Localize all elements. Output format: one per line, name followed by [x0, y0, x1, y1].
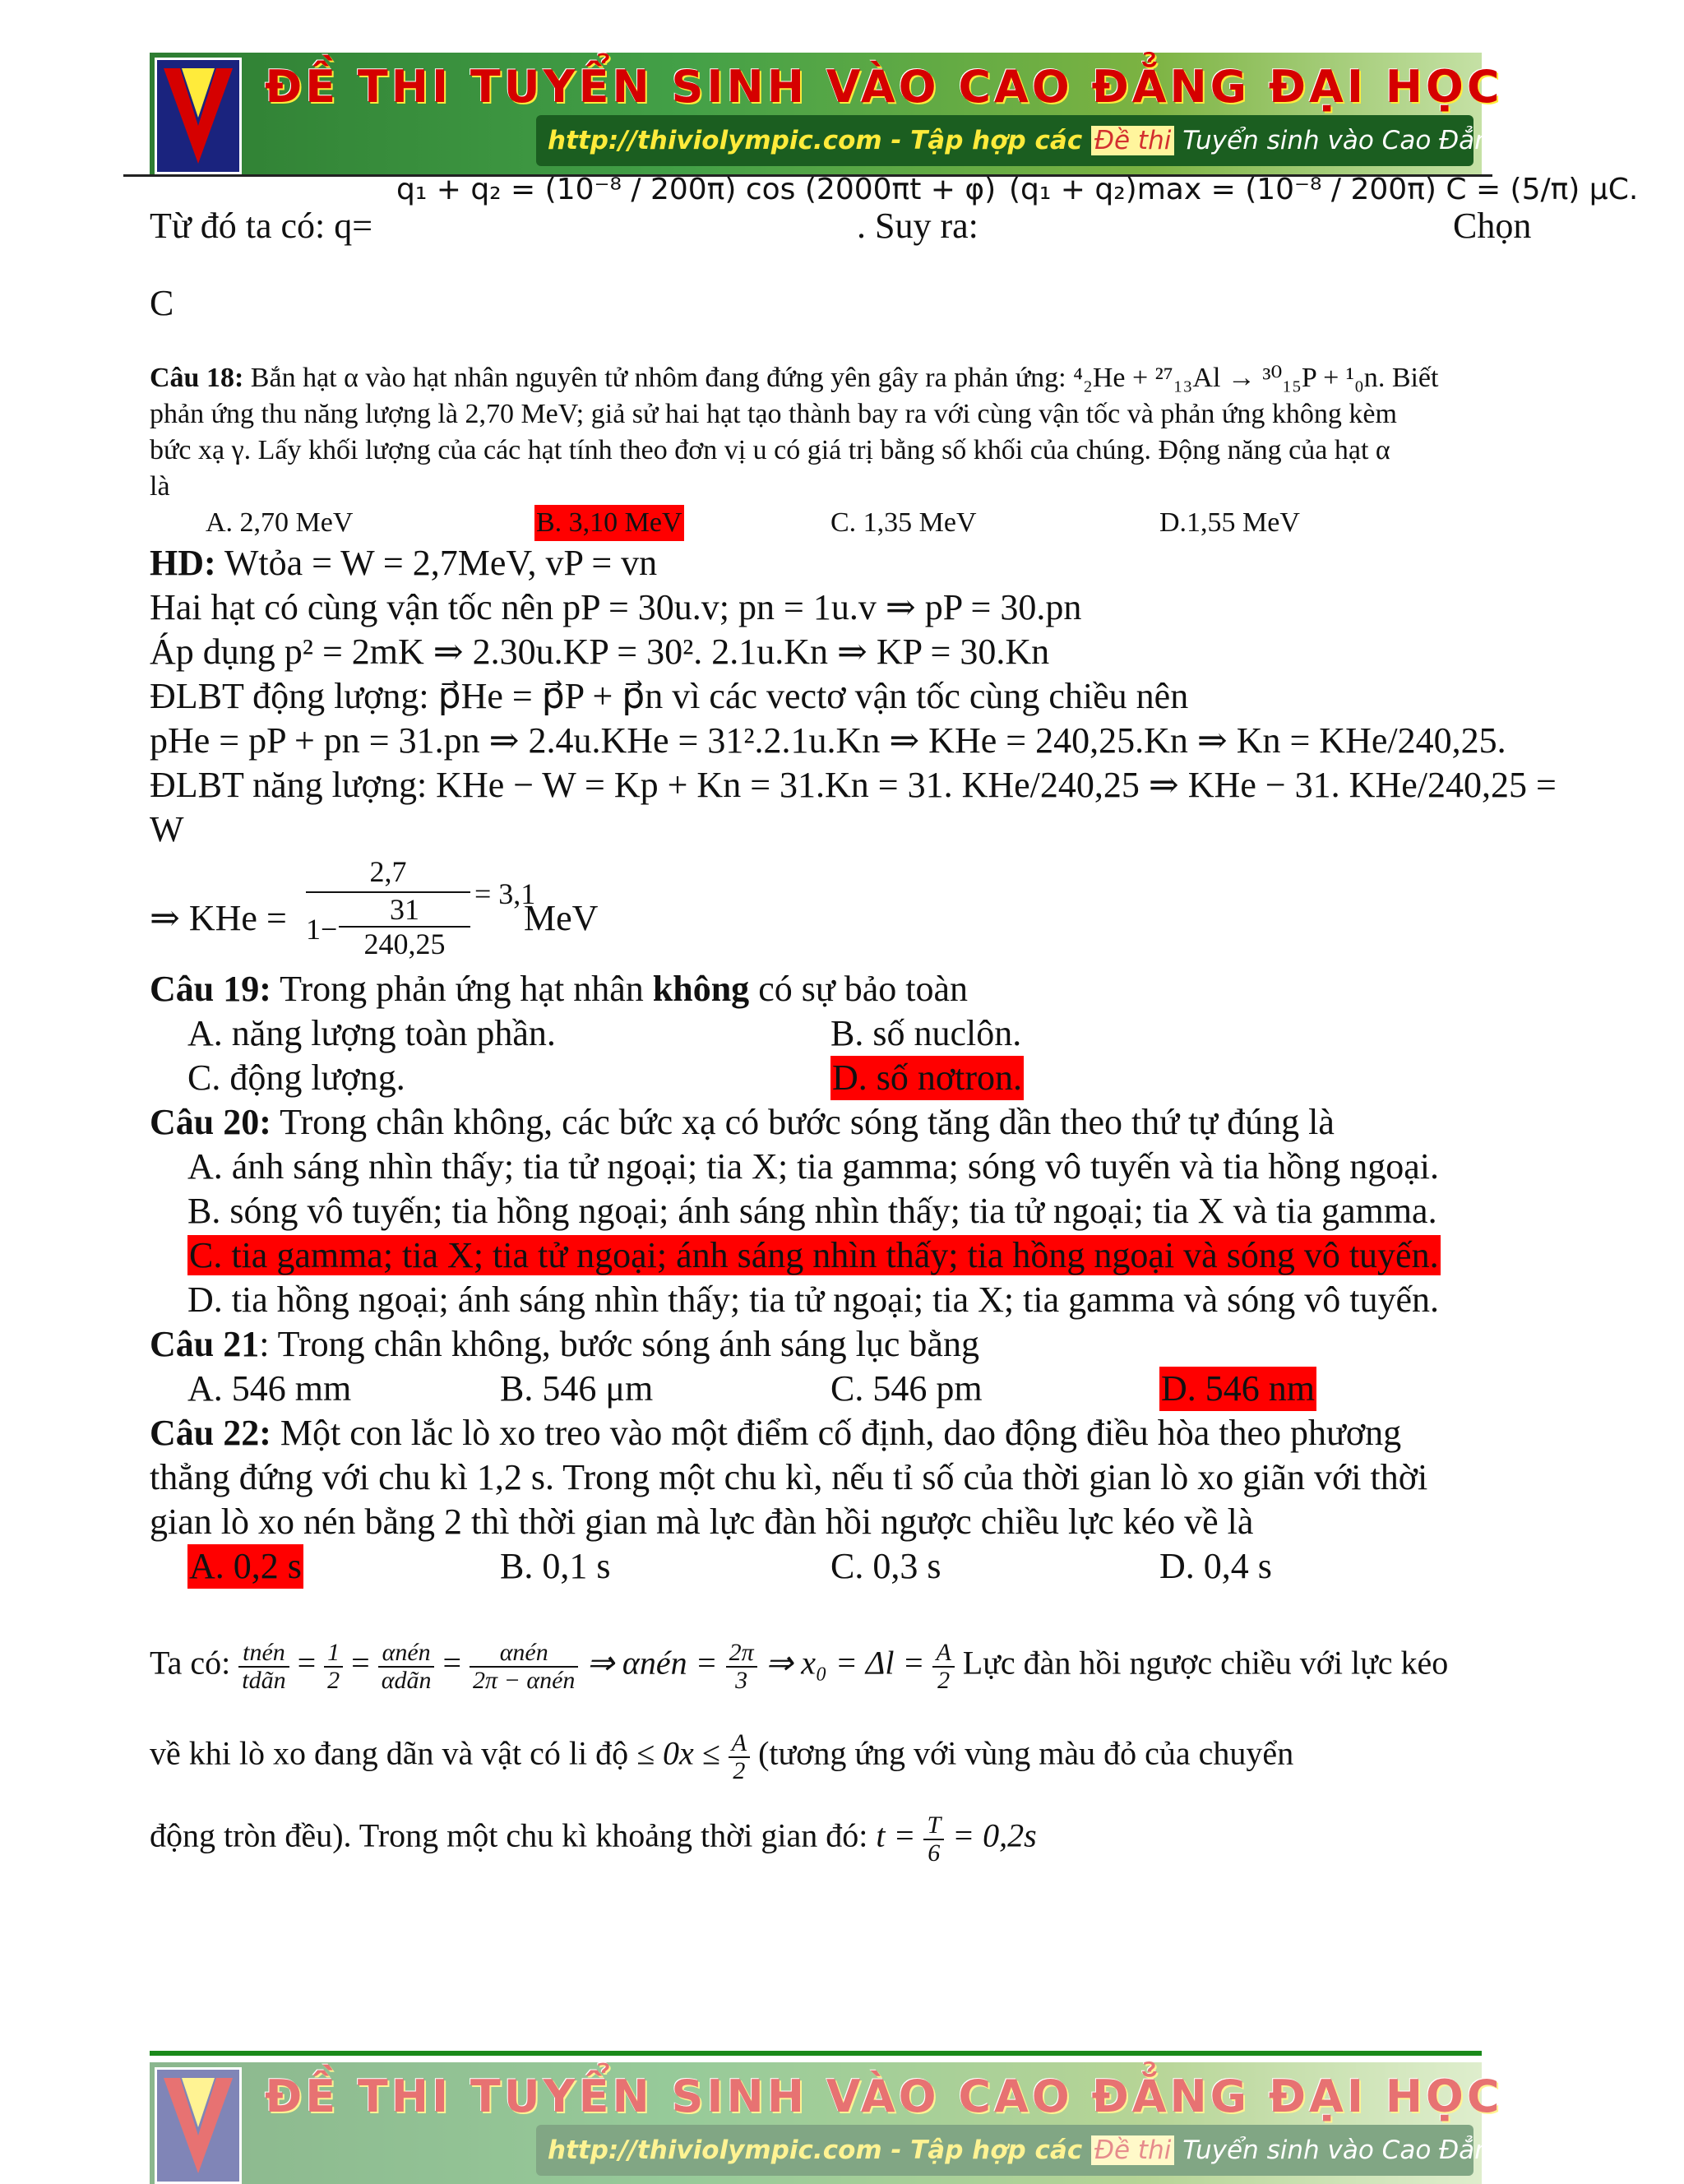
q19-option-a[interactable]: A. năng lượng toàn phần. [187, 1013, 556, 1053]
header-title: ĐỀ THI TUYỂN SINH VÀO CAO ĐẲNG ĐẠI HỌC [265, 61, 1503, 113]
q20-option-a[interactable]: A. ánh sáng nhìn thấy; tia tử ngoại; tia X; tia gamma; sóng vô tuyến và tia hồng ngoại. [187, 1146, 1440, 1187]
footer-logo-icon [155, 2067, 242, 2184]
q21-option-c[interactable]: C. 546 pm [830, 1368, 983, 1409]
footer-banner [150, 2062, 1629, 2184]
q22-option-a[interactable]: A. 0,2 s [187, 1544, 303, 1589]
q22-option-c[interactable]: C. 0,3 s [830, 1546, 941, 1586]
hd-result: ⇒ KHe = 2,7 1− 31 240,25 = 3,1 MeV [150, 852, 1539, 967]
q18-option-c[interactable]: C. 1,35 MeV [830, 507, 977, 538]
q17-conclusion: Từ đó ta có: q= q₁ + q₂ = (10⁻⁸ / 200π) cos (2000πt + φ) . Suy ra: (q₁ + q₂)max = (10⁻⁸ / 200π) C = (5/π) μC. Chọn [150, 156, 1539, 255]
q19-option-d[interactable]: D. số nơtron. [830, 1056, 1024, 1100]
q19-option-c[interactable]: C. động lượng. [187, 1057, 405, 1098]
hd-line-7: W [150, 809, 184, 849]
q17-formula-2: (q₁ + q₂)max = (10⁻⁸ / 200π) C = (5/π) μC. [1009, 173, 1639, 206]
q18-line-4: là [150, 471, 170, 502]
hd-line-6: ĐLBT năng lượng: KHe − W = Kp + Kn = 31.Kn = 31. KHe/240,25 ⇒ KHe − 31. KHe/240,25 = [150, 765, 1557, 805]
sol22-line-3: động tròn đều). Trong một chu kì khoảng thời gian đó: t = $\frac{T}{6}$ = 0,2s [150, 1812, 1037, 1867]
footer-subtitle: http://thiviolympic.com - Tập hợp các Đề thi Tuyển sinh vào Cao Đẳng Đại học - [536, 2125, 1474, 2176]
q19-stem: Câu 19: Trong phản ứng hạt nhân không có sự bảo toàn [150, 969, 968, 1009]
footer-rule [150, 2051, 1482, 2056]
q18-option-b[interactable]: B. 3,10 MeV [534, 505, 684, 541]
q18-reaction: ⁴₂He + ²⁷₁₃Al → ³⁰₁₅P + ¹₀n [1073, 363, 1378, 393]
q18-line-3: bức xạ γ. Lấy khối lượng của các hạt tính theo đơn vị u có giá trị bằng số khối của chúng. Động năng của hạt α [150, 435, 1390, 465]
header-subtitle: http://thiviolympic.com - Tập hợp các Đề thi Tuyển sinh vào Cao Đẳng Đại học - [536, 115, 1474, 166]
q20-option-c[interactable]: C. tia gamma; tia X; tia tử ngoại; ánh sáng nhìn thấy; tia hồng ngoại và sóng vô tuyến. [189, 1235, 1439, 1275]
q17-formula-1: q₁ + q₂ = (10⁻⁸ / 200π) cos (2000πt + φ) [396, 173, 997, 206]
q18-line-2: phản ứng thu năng lượng là 2,70 MeV; giả sử hai hạt tạo thành bay ra với cùng vận tốc và phản ứng không kèm [150, 399, 1397, 429]
sol22-line-2: về khi lò xo đang dãn và vật có li độ ≤ 0x ≤ $\frac{A}{2}$ (tương ứng với vùng màu đỏ của chuyển [150, 1729, 1294, 1784]
hd-line-5: pHe = pP + pn = 31.pn ⇒ 2.4u.KHe = 31².2.1u.Kn ⇒ KHe = 240,25.Kn ⇒ Kn = KHe/240,25. [150, 720, 1506, 761]
hd-line-2: Hai hạt có cùng vận tốc nên pP = 30u.v; pn = 1u.v ⇒ pP = 30.pn [150, 587, 1082, 627]
q20-option-d[interactable]: D. tia hồng ngoại; ánh sáng nhìn thấy; tia tử ngoại; tia X; tia gamma và sóng vô tuyến. [187, 1279, 1440, 1320]
hd-line-4: ĐLBT động lượng: p⃗He = p⃗P + p⃗n vì các vectơ vận tốc cùng chiều nên [150, 676, 1189, 716]
hd-line-1: HD: Wtỏa = W = 2,7MeV, vP = vn [150, 543, 658, 583]
q22-stem-3: gian lò xo nén bằng 2 thì thời gian mà lực đàn hồi ngược chiều lực kéo về là [150, 1502, 1254, 1542]
sol22-line-1: Ta có: $\frac{\text{tnén}}{\text{tdãn}}$ = $\frac{1}{2}$ = $\frac{\text{αnén}}{\text{αdãn}}$ = $\frac{\text{αnén}}{\text{2π − αnén}}$ ⇒ αnén = $\frac{2\pi}{3}$ ⇒ x₀ = Δl = $\frac{A}{2}$ Lực đàn hồi ngược chiều với lực kéo [150, 1639, 1449, 1694]
q18-line-1: Câu 18: Bắn hạt α vào hạt nhân nguyên tử nhôm đang đứng yên gây ra phản ứng: ⁴₂He + ²⁷₁₃Al → ³⁰₁₅P + ¹₀n. Biết [150, 363, 1439, 393]
hd-fraction: 2,7 1− 31 240,25 [306, 852, 470, 960]
q21-option-d[interactable]: D. 546 nm [1159, 1367, 1316, 1411]
header-url[interactable]: http://thiviolympic.com [548, 126, 882, 155]
q21-option-b[interactable]: B. 546 μm [500, 1368, 654, 1409]
q18-option-d[interactable]: D.1,55 MeV [1159, 507, 1300, 538]
q20-option-b[interactable]: B. sóng vô tuyến; tia hồng ngoại; ánh sáng nhìn thấy; tia tử ngoại; tia X và tia gamma. [187, 1191, 1437, 1231]
q22-stem-1: Câu 22: Một con lắc lò xo treo vào một điểm cố định, dao động điều hòa theo phương [150, 1413, 1402, 1453]
q22-option-b[interactable]: B. 0,1 s [500, 1546, 611, 1586]
q19-option-b[interactable]: B. số nuclôn. [830, 1013, 1022, 1053]
q17-answer: C [150, 283, 174, 323]
q18-options [150, 505, 1539, 541]
q22-stem-2: thẳng đứng với chu kì 1,2 s. Trong một chu kì, nếu tỉ số của thời gian lò xo giãn với thời [150, 1457, 1428, 1497]
document-body [150, 156, 1639, 1895]
q22-option-d[interactable]: D. 0,4 s [1159, 1546, 1272, 1586]
q18-option-a[interactable]: A. 2,70 MeV [206, 507, 354, 538]
hd-line-3: Áp dụng p² = 2mK ⇒ 2.30u.KP = 30². 2.1u.Kn ⇒ KP = 30.Kn [150, 632, 1050, 672]
q21-stem: Câu 21: Trong chân không, bước sóng ánh sáng lục bằng [150, 1324, 979, 1364]
q21-option-a[interactable]: A. 546 mm [187, 1368, 352, 1409]
q20-stem: Câu 20: Trong chân không, các bức xạ có bước sóng tăng dần theo thứ tự đúng là [150, 1102, 1335, 1142]
footer-title: ĐỀ THI TUYỂN SINH VÀO CAO ĐẲNG ĐẠI HỌC [265, 2071, 1503, 2122]
